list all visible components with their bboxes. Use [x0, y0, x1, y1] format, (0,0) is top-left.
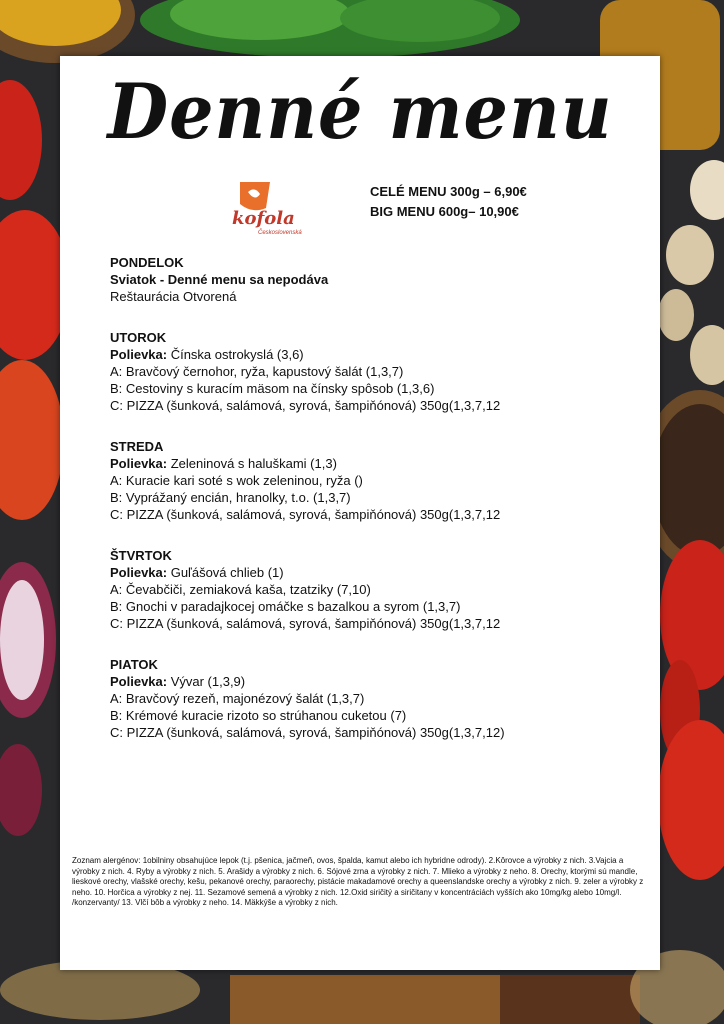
day-section-thursday [110, 547, 630, 632]
soup-label: Polievka: [110, 674, 168, 689]
logo-subtitle-text: Československá [258, 230, 302, 236]
page-title: Denné menu [107, 67, 613, 156]
day-section-friday [110, 656, 630, 741]
price-big-menu: BIG MENU 600g– 10,90€ [370, 204, 519, 219]
menu-item-b: B: Krémové kuracie rizoto so strúhanou cuketou (7) [110, 708, 407, 723]
menu-item-b: B: Vyprážaný encián, hranolky, t.o. (1,3,7) [110, 490, 351, 505]
day-name: PIATOK [110, 657, 158, 672]
menu-item-c: C: PIZZA (šunková, salámová, syrová, šampiňónová) 350g(1,3,7,12 [110, 507, 501, 522]
menu-item-b: B: Cestoviny s kuracím mäsom na čínsky spôsob (1,3,6) [110, 381, 435, 396]
menu-item-a: A: Čevabčiči, zemiaková kaša, tzatziky (7,10) [110, 582, 371, 597]
soup-line [110, 564, 630, 581]
soup-text: Čínska ostrokyslá (3,6) [167, 347, 304, 362]
day-name: UTOROK [110, 330, 167, 345]
soup-line [110, 346, 630, 363]
logo-brand-text: kofola [232, 208, 295, 229]
menu-item-a: A: Bravčový černohor, ryža, kapustový šalát (1,3,7) [110, 364, 404, 379]
menu-item-c: C: PIZZA (šunková, salámová, syrová, šampiňónová) 350g(1,3,7,12 [110, 616, 501, 631]
menu-item-c: C: PIZZA (šunková, salámová, syrová, šampiňónová) 350g(1,3,7,12 [110, 398, 501, 413]
day-section-tuesday [110, 329, 630, 414]
price-full-menu: CELÉ MENU 300g – 6,90€ [370, 184, 527, 199]
menu-paper [60, 56, 660, 970]
day-name: STREDA [110, 439, 164, 454]
price-list [370, 182, 527, 222]
menu-item-a: A: Bravčový rezeň, majonézový šalát (1,3,7) [110, 691, 365, 706]
day-name: ŠTVRTOK [110, 548, 172, 563]
soup-label: Polievka: [110, 456, 168, 471]
day-name: PONDELOK [110, 255, 184, 270]
weekly-menu [110, 254, 630, 765]
menu-item-a: A: Kuracie kari soté s wok zeleninou, ryža () [110, 473, 363, 488]
menu-item-b: B: Gnochi v paradajkocej omáčke s bazalkou a syrom (1,3,7) [110, 599, 461, 614]
allergen-list: Zoznam alergénov: 1obilniny obsahujúce lepok (t.j. pšenica, jačmeň, ovos, špalda, kamut alebo ich hybridne odrody). 2.Kôrovce a výrobky z nich. 3.Vajcia a výrobky z nich. 4. Ryby a výrobky z nich. 5. Arašidy a výrobky z nich. 6. Sójové zrna a výrobky z nich. 7. Mlieko a výrobky z neho. 8. Orechy, ktorými sú mandle, lieskové orechy, vlašské orechy, kešu, pekanové orechy, paraorechy, pistácie makadamové orechy a queenslandske orechy a výrobky z nich. 9. zeler a výrobky z neho. 10. Horčica a výrobky z nej. 11. Sezamové semená a výrobky z nich. 12.Oxid siričitý a siričitany v koncentráciách vyšších ako 10mg/kg alebo 10mg/l. /konzervanty/ 13. Vlčí bôb a výrobky z neho. 14. Mäkkýše a výrobky z nich. [72, 856, 644, 907]
soup-text: Vývar (1,3,9) [167, 674, 246, 689]
day-section-monday [110, 254, 630, 305]
day-notice: Sviatok - Denné menu sa nepodáva [110, 272, 329, 287]
soup-label: Polievka: [110, 565, 168, 580]
menu-item-c: C: PIZZA (šunková, salámová, syrová, šampiňónová) 350g(1,3,7,12) [110, 725, 505, 740]
soup-label: Polievka: [110, 347, 168, 362]
soup-line [110, 455, 630, 472]
day-section-wednesday [110, 438, 630, 523]
soup-text: Guľášová chlieb (1) [167, 565, 284, 580]
soup-line [110, 673, 630, 690]
soup-text: Zeleninová s haluškami (1,3) [167, 456, 337, 471]
day-note: Reštaurácia Otvorená [110, 289, 237, 304]
